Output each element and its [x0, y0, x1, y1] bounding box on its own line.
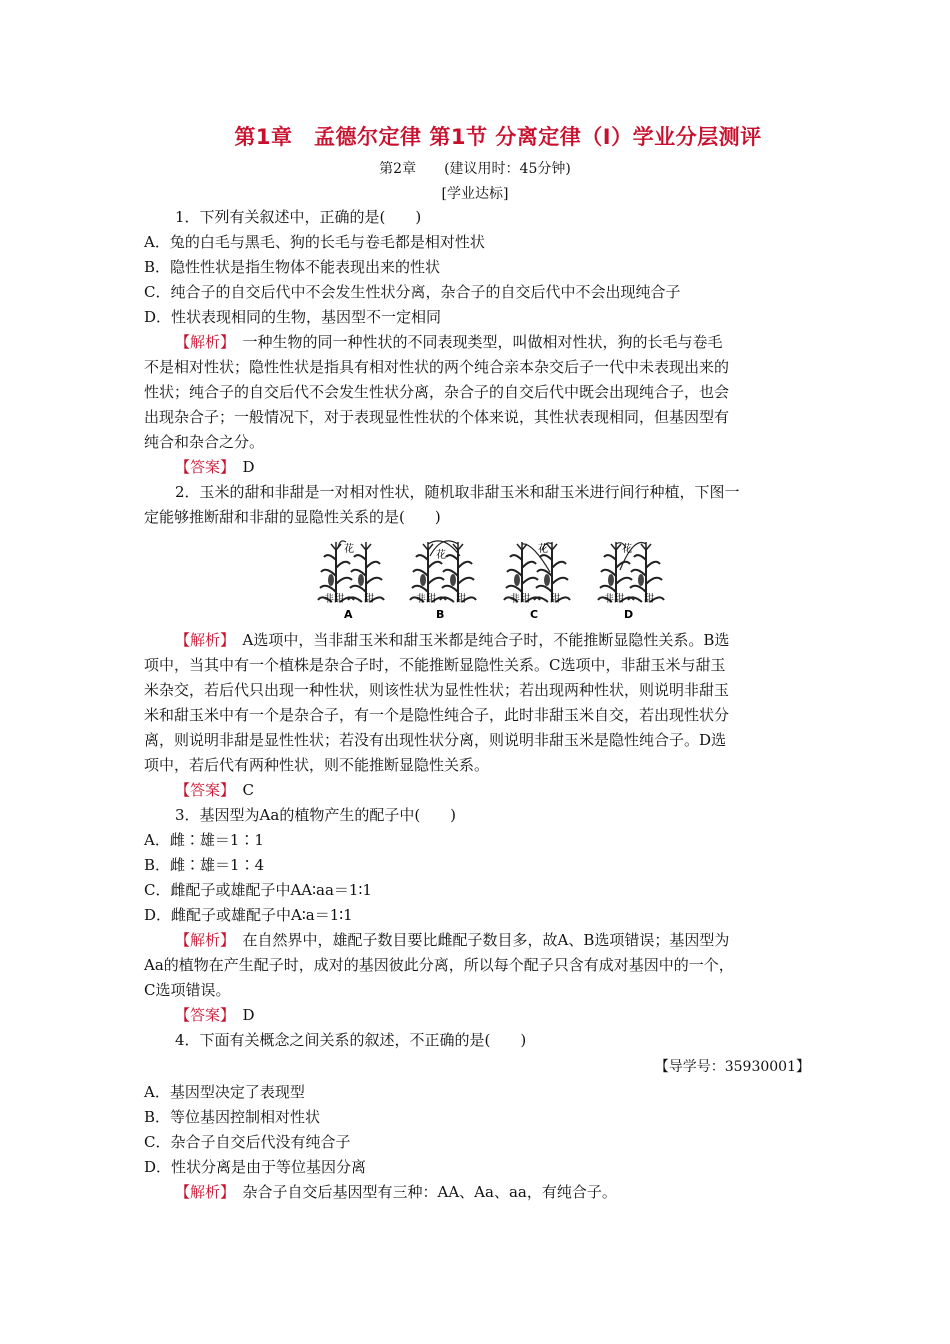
panel-a: [318, 541, 384, 620]
q1-option-a: A．兔的白毛与黑毛、狗的长毛与卷毛都是相对性状: [144, 233, 485, 251]
q2-analysis-line: 【解析】 A选项中，当非甜玉米和甜玉米都是纯合子时，不能推断显隐性关系。B选: [175, 631, 730, 649]
q3-option-b: B．雌∶雄＝1∶4: [144, 856, 265, 874]
sweet-label: 甜: [644, 594, 654, 605]
panel-label: D: [624, 608, 634, 620]
q4-analysis-line: 【解析】 杂合子自交后基因型有三种：AA、Aa、aa，有纯合子。: [175, 1183, 617, 1201]
q2-analysis-line: 离，则说明非甜是显性性状；若没有出现性状分离，则说明非甜玉米是隐性纯合子。D选: [144, 731, 727, 749]
guide-number: 【导学号：35930001】: [654, 1059, 810, 1075]
flower-label: 花: [622, 544, 632, 555]
answer-label: 【答案】: [175, 781, 228, 799]
q2-analysis-line: 米杂交，若后代只出现一种性状，则该性状为显性性状；若出现两种性状，则说明非甜玉: [144, 681, 730, 699]
section-heading: [学业达标]: [441, 186, 509, 202]
flower-label: 花: [344, 544, 354, 555]
sweet-label: 甜: [456, 594, 466, 605]
q3-answer: 【答案】 D: [175, 1006, 255, 1024]
flower-label: 花: [436, 550, 446, 561]
q2-analysis-line: 项中，当其中有一个植株是杂合子时，不能推断显隐性关系。C选项中，非甜玉米与甜玉: [144, 656, 726, 674]
panel-d: [598, 542, 664, 620]
analysis-label: 【解析】: [175, 1183, 228, 1201]
q2-stem: 2．玉米的甜和非甜是一对相对性状，随机取非甜玉米和甜玉米进行间行种植，下图一: [175, 483, 740, 501]
non-sweet-label: 非甜: [416, 594, 436, 605]
subtitle: 第2章 (建议用时：45分钟): [379, 161, 571, 177]
sweet-label: 甜: [364, 594, 374, 605]
page-title: 第1章 孟德尔定律 第1节 分离定律（Ⅰ）学业分层测评: [234, 125, 762, 149]
q1-analysis-line: 性状；纯合子的自交后代不会发生性状分离，杂合子的自交后代中既会出现纯合子，也会: [144, 383, 730, 401]
q3-option-a: A．雌∶雄＝1∶1: [144, 831, 264, 849]
analysis-label: 【解析】: [175, 931, 228, 949]
q3-analysis-line: 【解析】 在自然界中，雄配子数目要比雌配子数目多，故A、B选项错误；基因型为: [175, 931, 730, 949]
q3-analysis-line: Aa的植物在产生配子时，成对的基因彼此分离，所以每个配子只含有成对基因中的一个，: [144, 956, 734, 974]
panel-label: C: [530, 608, 539, 620]
answer-label: 【答案】: [175, 1006, 228, 1024]
q1-option-d: D．性状表现相同的生物，基因型不一定相同: [144, 308, 442, 326]
non-sweet-label: 非甜: [604, 594, 624, 605]
q4-stem: 4．下面有关概念之间关系的叙述，不正确的是( ): [175, 1031, 527, 1049]
non-sweet-label: 非甜: [324, 594, 344, 605]
q2-answer: 【答案】 C: [175, 781, 254, 799]
analysis-label: 【解析】: [175, 333, 228, 351]
analysis-label: 【解析】: [175, 631, 228, 649]
panel-label: A: [344, 608, 353, 620]
q1-option-c: C．纯合子的自交后代中不会发生性状分离，杂合子的自交后代中不会出现纯合子: [144, 283, 681, 301]
q2-stem: 定能够推断甜和非甜的显隐性关系的是( ): [144, 508, 441, 526]
q1-answer: 【答案】 D: [175, 458, 255, 476]
q1-analysis-line: 出现杂合子；一般情况下，对于表现显性性状的个体来说，其性状表现相同，但基因型有: [144, 408, 730, 426]
q1-analysis-line: 纯合和杂合之分。: [144, 433, 265, 451]
q2-analysis-line: 米和甜玉米中有一个是杂合子，有一个是隐性纯合子，此时非甜玉米自交，若出现性状分: [144, 706, 730, 724]
q4-option-b: B．等位基因控制相对性状: [144, 1108, 321, 1126]
q3-stem: 3．基因型为Aa的植物产生的配子中( ): [175, 806, 457, 824]
panel-label: B: [436, 608, 445, 620]
non-sweet-label: 非甜: [510, 594, 530, 605]
q3-option-d: D．雌配子或雄配子中A∶a＝1∶1: [144, 906, 353, 924]
flower-label: 花: [538, 544, 548, 555]
corn-planting-figure: [316, 536, 673, 620]
q4-option-a: A．基因型决定了表现型: [144, 1083, 305, 1101]
q1-analysis-line: 【解析】 一种生物的同一种性状的不同表现类型，叫做相对性状，狗的长毛与卷毛: [175, 333, 723, 351]
q3-analysis-line: C选项错误。: [144, 981, 231, 999]
q1-stem: 1．下列有关叙述中，正确的是( ): [175, 208, 422, 226]
q1-option-b: B．隐性性状是指生物体不能表现出来的性状: [144, 258, 441, 276]
q3-option-c: C．雌配子或雄配子中AA∶aa＝1∶1: [144, 881, 372, 899]
q4-option-d: D．性状分离是由于等位基因分离: [144, 1158, 367, 1176]
answer-label: 【答案】: [175, 458, 228, 476]
panel-c: [504, 542, 570, 620]
q4-option-c: C．杂合子自交后代没有纯合子: [144, 1133, 351, 1151]
q1-analysis-line: 不是相对性状；隐性性状是指具有相对性状的两个纯合亲本杂交后子一代中未表现出来的: [144, 358, 730, 376]
panel-b: [410, 541, 476, 620]
sweet-label: 甜: [550, 594, 560, 605]
q2-analysis-line: 项中，若后代有两种性状，则不能推断显隐性关系。: [144, 756, 490, 774]
